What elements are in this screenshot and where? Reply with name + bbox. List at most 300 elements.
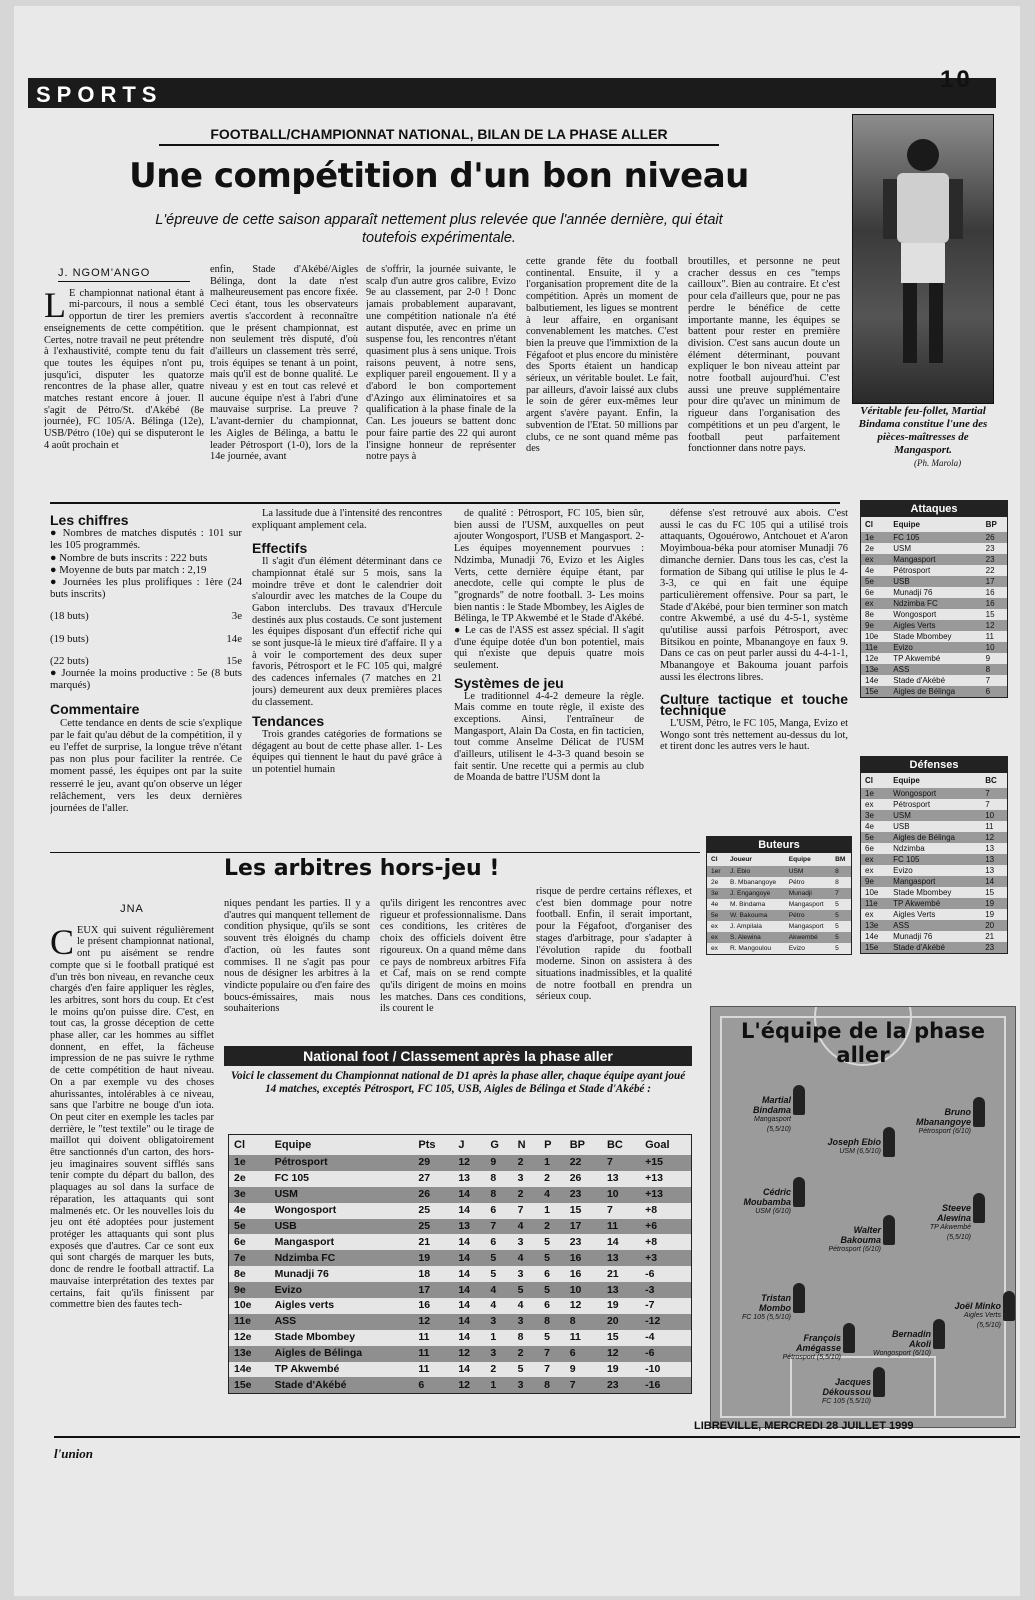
table-cell: Wongosport <box>274 1204 337 1217</box>
table-header-cell: Cl <box>865 520 873 529</box>
table-cell: 12e <box>865 654 879 663</box>
column-text: EUX qui suivent régulièrement le présent championnat national, ont pu aisément se rendre compte que si le football pratiqué est d'un très bon niveau, en revanche ceux chargés d'en faire appliquer les règles, les arbitres, sont hors du coup. Et c'est le moins qu'on puisse dire. C'est, en tout cas, la grosse déception de cette phase aller, car les hommes au sifflet donnent, en effet, la fâcheuse impression de ne pas suivre le rythme de cette compétition de haut niveau. On a par exemple vu des choses ahurissantes, intolérables à ce niveau, sans que l'arbitre ne bouge d'un iota. On peut citer en exemple les tacles par derrière, le "test textile" ou le tirage de maillot qui doivent obligatoirement être sanctionnés d'un carton, des hors-jeu imaginaires souvent sifflés sans tenir compte du départ du ballon, des plaquages au sol dans la surface de réparation, les attaquants qui sont malmenés etc. Or les nouvelles lois du jeu ont été adoptées pour justement protéger les attaquants qui sont plus exposés que d'autres. Car ce sont eux qui sont chargés de marquer les buts, donc de rendre le football attractif. La mauvaise interprétation des textes par certains, fait qu'ils finissent par commettre bien des fautes tech- <box>50 924 214 1311</box>
table-cell: Mangasport <box>788 923 824 930</box>
table-cell: 16 <box>985 588 995 597</box>
player-club: FC 105 (5,5/10) <box>821 1398 871 1405</box>
chiffres-item: ● Moyenne de buts par match : 2,19 <box>50 563 207 576</box>
table-cell: Stade Mbombey <box>893 632 952 641</box>
table-row <box>861 576 1007 587</box>
chiffres-item: ● Nombre de buts inscrits : 222 buts <box>50 551 208 564</box>
defense-text: défense s'est retrouvé aux abois. C'est aussi le cas du FC 105 qui a utilisé trois attaquants, Ogouérowo, Antchouet et A'aron Moyimboua-béka pour atomiser Munadji 76 dimanche dernier. Dans tous les cas, c'est la formation de Sibang qui utilise le plus le 4-3-3, ce qui en fait une équipe particulièrement offensive. Pour sa part, le Stade d'Akébé, pour bien terminer son match contre Akwembé, a usé du 4-5-1, système qu'utilise aussi parfois Pétrosport, avec Bitsikou en pointe, Mbanangoye en faux 9. Dans ce cas on peut parler aussi du 4-4-1-1, Mbanangoye et Bakouma jouant parfois aussi les électrons libres. <box>660 508 848 683</box>
arbitres-byline: JNA <box>120 904 144 915</box>
table-cell: 7 <box>544 1363 550 1376</box>
player-club: Pétrosport (5,5/10) <box>782 1354 841 1361</box>
table-cell: +6 <box>640 1219 691 1235</box>
defenses-table-box <box>860 756 1008 954</box>
systemes-column <box>454 508 644 844</box>
table-cell: 6e <box>234 1235 246 1248</box>
player-label <box>871 1329 931 1359</box>
table-cell: USM <box>785 866 831 877</box>
table-cell: 8e <box>234 1267 246 1280</box>
table-cell: 14 <box>458 1363 471 1376</box>
table-cell: 29 <box>413 1155 453 1171</box>
table-cell: 4 <box>513 1250 539 1266</box>
chiffres-value: 15e <box>226 654 242 667</box>
table-row <box>229 1314 691 1330</box>
table-cell: 3e <box>861 810 889 821</box>
table-cell: 20 <box>981 920 1007 931</box>
player-label <box>911 1203 971 1243</box>
table-row <box>861 788 1007 799</box>
table-cell: 12 <box>413 1314 453 1330</box>
table-row <box>707 910 851 921</box>
table-cell: 11 <box>418 1331 430 1344</box>
team-of-season-pitch <box>710 1006 1016 1428</box>
defenses-table <box>861 773 1007 953</box>
table-cell: 13 <box>453 1219 485 1235</box>
table-cell: 2 <box>513 1155 539 1171</box>
table-cell: ex <box>861 598 889 609</box>
table-row <box>861 532 1007 543</box>
table-cell: TP Akwembé <box>893 654 941 663</box>
table-cell: 5e <box>707 910 726 921</box>
table-cell: ASS <box>889 920 981 931</box>
table-cell: 16 <box>982 598 1007 609</box>
page-number: 10 <box>940 66 973 93</box>
table-header-cell: BP <box>985 520 997 529</box>
table-cell: 14 <box>458 1267 471 1280</box>
player-name: François Amégasse <box>795 1333 841 1353</box>
table-cell: 18 <box>418 1267 431 1280</box>
chiffres-item: ● Journées les plus prolifiques : 1ère (24 buts inscrits) <box>50 576 242 601</box>
player-label <box>781 1333 841 1363</box>
table-row <box>861 799 1007 810</box>
table-cell: 23 <box>981 942 1007 953</box>
player-name: Martial Bindama <box>752 1095 791 1115</box>
table-cell: 5 <box>490 1267 497 1280</box>
table-cell: 15 <box>985 610 995 619</box>
table-cell: 5 <box>835 945 839 952</box>
table-cell: Mangasport <box>788 901 824 908</box>
player-label <box>731 1293 791 1323</box>
table-cell: Aigles de Bélinga <box>889 832 981 843</box>
table-row <box>861 898 1007 909</box>
table-cell: 9e <box>229 1282 270 1298</box>
table-cell: 1 <box>544 1204 550 1217</box>
player-figure-icon <box>883 1127 895 1157</box>
table-cell: 8e <box>865 610 874 619</box>
table-cell: Mangasport <box>889 876 981 887</box>
table-cell: USB <box>270 1219 414 1235</box>
table-cell: 11 <box>413 1346 453 1362</box>
kicker-rule <box>159 144 719 146</box>
table-cell: 3 <box>513 1314 539 1330</box>
table-cell: 25 <box>413 1219 453 1235</box>
table-header-cell: BM <box>835 856 846 863</box>
table-cell: Munadji 76 <box>274 1267 329 1280</box>
table-cell: 13 <box>602 1250 640 1266</box>
table-cell: 3 <box>485 1314 512 1330</box>
player-club: Pétrosport (6/10) <box>918 1128 971 1135</box>
table-cell: 5e <box>861 832 889 843</box>
table-cell: 21 <box>418 1235 431 1248</box>
player-club: Aigles Verts (5,5/10) <box>963 1312 1001 1329</box>
table-cell: 6 <box>490 1204 497 1217</box>
table-cell: 12e <box>234 1331 252 1344</box>
classement-title: National foot / Classement après la phase aller <box>224 1046 692 1066</box>
table-cell: +13 <box>645 1172 663 1185</box>
table-cell: 9 <box>985 654 991 663</box>
table-cell: 23 <box>982 554 1007 565</box>
table-header-cell: Equipe <box>788 856 811 863</box>
chiffres-row <box>50 655 242 667</box>
table-cell: 20 <box>602 1314 640 1330</box>
arbitres-column-4: risque de perdre certains réflexes, et c'est bien dommage pour notre football. Enfin, il serait important, pour la Fégafoot, d'organiser des stages d'arbitrage, pour s'adapter à l'évolution rapide du football moderne. Sinon on assistera à des situations inadmissibles, et la qualité de notre football en prendra un sérieux coup. <box>536 886 692 1003</box>
table-row <box>707 866 851 877</box>
table-cell: 19 <box>606 1299 619 1312</box>
table-cell: 5 <box>539 1250 565 1266</box>
photo-caption: Véritable feu-follet, Martial Bindama constitue l'une des pièces-maîtresses de Mangasport. <box>858 405 988 456</box>
table-cell: 15e <box>861 686 889 697</box>
table-row <box>861 653 1007 664</box>
classement-table <box>229 1135 691 1393</box>
table-cell: Mangasport <box>889 554 981 565</box>
table-row <box>229 1155 691 1171</box>
table-cell: 27 <box>418 1172 431 1185</box>
table-cell: ex <box>707 932 726 943</box>
article-kicker: FOOTBALL/CHAMPIONNAT NATIONAL, BILAN DE LA PHASE ALLER <box>210 126 668 142</box>
table-cell: Akwembé <box>785 932 831 943</box>
table-row <box>707 943 851 954</box>
table-cell: 13 <box>985 844 995 853</box>
table-cell: 4e <box>711 901 719 908</box>
table-cell: 9 <box>569 1363 576 1376</box>
article-deck: L'épreuve de cette saison apparaît nettement plus relevée que l'année dernière, qui était toutefois expérimentale. <box>155 212 723 246</box>
table-cell: 6 <box>544 1267 550 1280</box>
table-cell: 5 <box>513 1282 539 1298</box>
table-row <box>861 942 1007 953</box>
table-row <box>861 598 1007 609</box>
article-headline: Une compétition d'un bon niveau <box>129 156 749 196</box>
table-cell: -6 <box>640 1346 691 1362</box>
table-cell: 2e <box>865 544 874 553</box>
buteurs-title: Buteurs <box>707 837 851 853</box>
table-cell: 4 <box>490 1299 497 1312</box>
table-cell: 7e <box>229 1250 270 1266</box>
table-cell: ex <box>861 554 889 565</box>
effectifs-column <box>252 508 442 844</box>
table-row <box>707 899 851 910</box>
table-row <box>861 675 1007 686</box>
table-cell: Munadji 76 <box>893 932 933 941</box>
table-cell: 21 <box>985 932 995 941</box>
arbitres-headline: Les arbitres hors-jeu ! <box>224 856 500 881</box>
table-cell: 12 <box>453 1377 485 1393</box>
player-club: USM (6/10) <box>755 1208 791 1215</box>
table-cell: 7 <box>485 1219 512 1235</box>
table-cell: 10e <box>865 888 879 897</box>
defenses-title: Défenses <box>861 757 1007 773</box>
table-cell: USM <box>270 1187 414 1203</box>
table-cell: 8 <box>835 879 839 886</box>
table-cell: 14e <box>865 932 879 941</box>
table-cell: 17 <box>565 1219 602 1235</box>
player-name: Tristan Mombo <box>759 1293 791 1313</box>
table-cell: +8 <box>645 1235 658 1248</box>
player-figure-icon <box>1003 1291 1015 1321</box>
table-header-cell: Equipe <box>893 776 920 785</box>
table-row <box>861 620 1007 631</box>
chiffres-item: ● Nombres de matches disputés : 101 sur les 105 programmés. <box>50 527 242 552</box>
newspaper-page <box>14 6 1020 1596</box>
footballer-figure <box>853 115 993 403</box>
table-row <box>861 642 1007 653</box>
table-cell: 11 <box>602 1219 640 1235</box>
table-cell: 10e <box>865 632 879 641</box>
table-cell: 4 <box>513 1219 539 1235</box>
table-cell: Stade d'Akébé <box>893 676 946 685</box>
table-cell: 12 <box>453 1346 485 1362</box>
table-cell: 6 <box>413 1377 453 1393</box>
table-cell: S. Alewina <box>726 932 785 943</box>
table-cell: 13 <box>981 854 1007 865</box>
arbitres-column-1 <box>50 904 214 1434</box>
team-of-season-title: L'équipe de la phase aller <box>741 1019 985 1067</box>
table-cell: 10 <box>565 1282 602 1298</box>
table-cell: Aigles Verts <box>893 910 936 919</box>
table-cell: 9 <box>485 1155 512 1171</box>
article-column-3: de s'offrir, la journée suivante, le scalp d'un autre gros calibre, Evizo 9e au classement, par 2-0 ! Donc jamais probablement auparavant, une compétition nationale n'a été autant disputée, avec en prime un suspense fou, les rencontres n'étant quasiment plus à sens unique. Trois raisons peuvent, à notre sens, expliquer pareil engouement. Il y a d'abord le bon comportement d'Azingo aux éliminatoires et sa qualification à la phase finale de la Can. Les joueurs se battent donc pour faire partie des 22 qui auront l'insigne honneur de représenter notre pays à <box>366 264 516 463</box>
table-cell: 19 <box>413 1250 453 1266</box>
table-cell: 3 <box>517 1172 524 1185</box>
table-cell: Pétro <box>785 910 831 921</box>
table-cell: 9e <box>861 876 889 887</box>
table-cell: TP Akwembé <box>889 898 981 909</box>
effectifs-text: Il s'agit d'un élément déterminant dans ce championnat étalé sur 5 mois, sans la moindre trêve et dont le calendrier doit s'alourdir avec les matches de la Coupe du Gabon interclubs. Des travaux d'Hercule destinés aux plus costauds. Ce sont justement les équipes disposant d'un effectif riche qui se sont jusque-là le mieux tiré d'affaire. Il y a à voir le comportement des deux super favoris, Pétrosport et le FC 105 qui, malgré des cadences infernales (7 matches en 21 jours) demeurent aux deux premières places du classement. <box>252 556 442 708</box>
chiffres-label: (22 buts) <box>50 654 89 667</box>
table-cell: 2 <box>513 1187 539 1203</box>
table-cell: Mangasport <box>274 1235 335 1248</box>
table-cell: 10 <box>981 810 1007 821</box>
table-cell: 14 <box>453 1187 485 1203</box>
player-name: Joseph Ebio <box>827 1137 881 1147</box>
player-club: USM (6,5/10) <box>839 1148 881 1155</box>
table-cell: 7 <box>565 1377 602 1393</box>
drop-cap: L <box>44 284 66 325</box>
table-cell: 26 <box>413 1187 453 1203</box>
table-cell: 14e <box>234 1363 252 1376</box>
table-cell: 11 <box>569 1331 581 1344</box>
table-cell: 14 <box>453 1250 485 1266</box>
table-cell: 4 <box>539 1187 565 1203</box>
table-cell: +8 <box>645 1204 658 1217</box>
arbitres-column-2: niques pendant les parties. Il y a d'autres qui manquent tellement de condition physique, qu'ils se sont souvent très éloignés du champ d'action, où les fautes sont commises. Il ne s'agit pas pour nous de désigner les arbitres à la vindicte populaire ou d'en faire des boucs-émissaires, mais nous souhaiterions <box>224 898 370 1015</box>
player-label <box>821 1137 881 1157</box>
table-cell: Ndzimba FC <box>889 598 981 609</box>
table-cell: USB <box>889 576 981 587</box>
table-header-cell: P <box>544 1139 552 1151</box>
table-cell: 9e <box>861 620 889 631</box>
table-cell: 3e <box>229 1187 270 1203</box>
table-header-cell: Joueur <box>730 856 752 863</box>
player-club: Mangasport (5,5/10) <box>754 1116 791 1133</box>
table-cell: 16 <box>418 1299 431 1312</box>
table-cell: 22 <box>565 1155 602 1171</box>
player-photo <box>852 114 994 404</box>
table-row <box>861 810 1007 821</box>
player-figure-icon <box>973 1097 985 1127</box>
table-cell: 4e <box>234 1204 246 1217</box>
table-cell: 8 <box>539 1377 565 1393</box>
table-header-cell: Goal <box>645 1139 670 1151</box>
table-cell: +13 <box>640 1187 691 1203</box>
table-cell: 3 <box>517 1235 524 1248</box>
table-cell: ex <box>711 945 718 952</box>
table-cell: J. Ebio <box>726 866 785 877</box>
table-cell: 6 <box>544 1299 550 1312</box>
table-row <box>861 920 1007 931</box>
table-cell: 15e <box>229 1377 270 1393</box>
footer-rule <box>54 1436 1020 1438</box>
table-cell: J. Engangoye <box>726 888 785 899</box>
table-cell: Ndzimba FC <box>270 1250 414 1266</box>
table-cell: 1e <box>229 1155 270 1171</box>
table-cell: +15 <box>640 1155 691 1171</box>
section-bar <box>28 78 996 108</box>
table-cell: B. Mbanangoye <box>730 879 777 886</box>
tendances-title: Tendances <box>252 713 325 730</box>
table-cell: ex <box>711 923 718 930</box>
article-column-4: cette grande fête du football continental. Ensuite, il y a l'organisation proprement dite de la compétition. Après un moment de balbutiement, les ligues se montrent à leur affaire, en organisant convenablement les matches. C'est bien la preuve que l'immixtion de la Fégafoot et plus encore du ministère des Sports étaient un handicap sérieux, un véritable boulet. Le fait, par ailleurs, d'avoir laissé aux clubs le soin de gérer eux-mêmes leur argent s'avère payant. Enfin, la subvention de l'Etat. 50 millions par clubs, ce ne sont quand même pas des <box>526 256 678 455</box>
player-figure-icon <box>883 1215 895 1245</box>
table-cell: 17 <box>413 1282 453 1298</box>
table-cell: Stade d'Akébé <box>270 1377 414 1393</box>
dateline: LIBREVILLE, MERCREDI 28 JUILLET 1999 <box>694 1420 914 1432</box>
table-cell: 1e <box>861 788 889 799</box>
chiffres-column <box>50 512 242 848</box>
table-cell: 7 <box>981 788 1007 799</box>
player-name: Bernadin Akoli <box>891 1329 931 1349</box>
table-cell: 6 <box>982 686 1007 697</box>
table-cell: 14e <box>865 676 879 685</box>
table-cell: -6 <box>645 1267 655 1280</box>
table-cell: ASS <box>889 664 981 675</box>
table-cell: Munadji 76 <box>893 588 933 597</box>
table-cell: 11 <box>418 1363 430 1376</box>
table-cell: 10 <box>982 642 1007 653</box>
table-cell: 5 <box>485 1250 512 1266</box>
player-name: Steeve Alewina <box>936 1203 971 1223</box>
table-cell: 13 <box>458 1172 471 1185</box>
commentaire-title: Commentaire <box>50 701 140 718</box>
table-cell: 3e <box>707 888 726 899</box>
table-row <box>861 865 1007 876</box>
table-cell: 12 <box>981 832 1007 843</box>
table-cell: 8 <box>565 1314 602 1330</box>
table-cell: 5 <box>517 1363 524 1376</box>
table-row <box>707 921 851 932</box>
table-row <box>229 1187 691 1203</box>
table-row <box>861 664 1007 675</box>
table-cell: ex <box>865 800 874 809</box>
culture-title: Culture tactique et touche technique <box>660 690 848 719</box>
table-cell: 23 <box>565 1187 602 1203</box>
table-cell: -4 <box>645 1331 655 1344</box>
table-row <box>861 909 1007 920</box>
table-row <box>707 932 851 943</box>
table-row <box>707 888 851 899</box>
table-cell: 26 <box>569 1172 582 1185</box>
table-cell: 15 <box>985 888 995 897</box>
player-club: Pétrosport (6/10) <box>828 1246 881 1253</box>
table-cell: USM <box>893 544 912 553</box>
table-cell: 6 <box>565 1346 602 1362</box>
table-cell: 12 <box>602 1346 640 1362</box>
effectifs-title: Effectifs <box>252 540 308 557</box>
table-cell: 5 <box>831 932 851 943</box>
qualite-text: de qualité : Pétrosport, FC 105, bien sûr, bien aussi de l'USM, auxquelles on peut ajouter Wongosport, l'USB et Mangasport. 2- Les équipes moyennement pourvues : Ndzimba, Munadji 76, Evizo et les Aigles Verts, cette dernière équipe étant, par anecdote, celle qui compte le plus de "grognards" de notre football. 3- Les moins bien nantis : le Stade Mbombey, les Aigles de Bélinga, le TP Akwembé et le Stade d'Akébé. ● Le cas de l'ASS est assez spécial. Il s'agit d'une équipe dotée d'un bon potentiel, mais qui n'existe que depuis quatre mois seulement. <box>454 508 644 672</box>
table-cell: 5 <box>831 910 851 921</box>
table-cell: 5e <box>229 1219 270 1235</box>
table-cell: 14 <box>453 1282 485 1298</box>
table-row <box>861 554 1007 565</box>
table-cell: 1 <box>490 1331 497 1344</box>
table-cell: 11e <box>861 642 889 653</box>
culture-text: L'USM, Pétro, le FC 105, Manga, Evizo et Wongo sont très nettement au-dessus du lot, et tirent donc les autres vers le haut. <box>660 717 848 753</box>
table-cell: ex <box>865 866 874 875</box>
table-cell: 8 <box>490 1172 497 1185</box>
table-cell: Evizo <box>893 866 913 875</box>
table-cell: FC 105 <box>274 1172 310 1185</box>
section-rule <box>50 502 840 504</box>
table-row <box>229 1171 691 1187</box>
player-figure-icon <box>843 1323 855 1353</box>
player-label <box>811 1377 871 1407</box>
table-row <box>229 1266 691 1282</box>
table-cell: 11e <box>229 1314 270 1330</box>
player-figure-icon <box>793 1085 805 1115</box>
table-row <box>861 887 1007 898</box>
table-cell: 14 <box>458 1299 471 1312</box>
table-cell: 10e <box>234 1299 252 1312</box>
table-cell: Evizo <box>889 642 981 653</box>
classement-table-box <box>228 1134 692 1394</box>
table-header-cell: J <box>458 1139 465 1151</box>
table-row <box>861 609 1007 620</box>
player-figure-icon <box>873 1367 885 1397</box>
table-cell: Aigles de Bélinga <box>270 1346 414 1362</box>
table-cell: 23 <box>985 544 995 553</box>
chiffres-label: (18 buts) <box>50 610 89 623</box>
table-cell: Wongosport <box>893 610 937 619</box>
table-row <box>229 1377 691 1393</box>
table-row <box>861 543 1007 554</box>
player-figure-icon <box>973 1193 985 1223</box>
table-header-cell: Equipe <box>274 1139 312 1151</box>
chiffres-row <box>50 610 242 622</box>
table-cell: 5 <box>835 923 839 930</box>
table-row <box>707 877 851 888</box>
section-title: SPORTS <box>36 82 163 107</box>
player-name: Jacques Dékoussou <box>822 1377 871 1397</box>
table-cell: Evizo <box>788 945 805 952</box>
table-header-cell: Equipe <box>893 520 920 529</box>
table-cell: 23 <box>569 1235 582 1248</box>
table-row <box>229 1330 691 1346</box>
table-cell: 4 <box>517 1299 524 1312</box>
player-figure-icon <box>793 1283 805 1313</box>
culture-column <box>660 508 848 828</box>
